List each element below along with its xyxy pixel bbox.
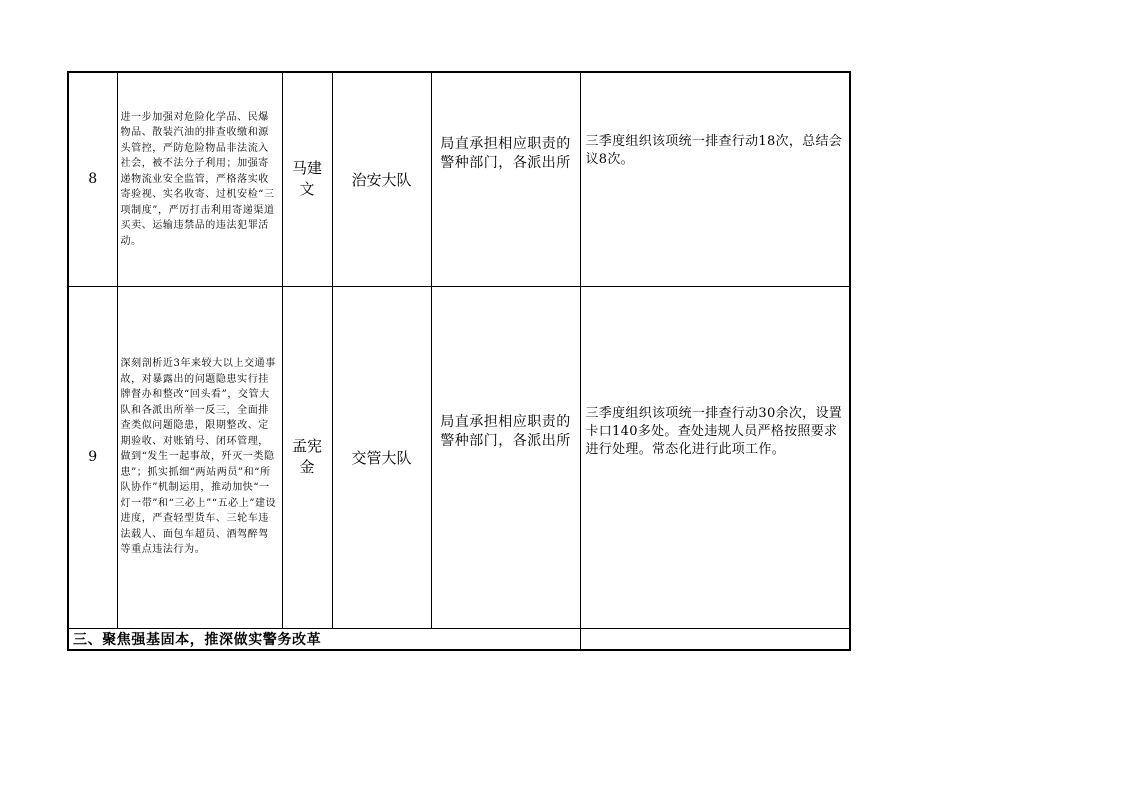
lead-unit: 治安大队 [332, 72, 431, 286]
responsible-leader: 孟宪金 [282, 286, 332, 628]
section-blank-cell [580, 628, 850, 650]
section-row [68, 628, 850, 650]
task-description: 深刻剖析近3年来较大以上交通事故，对暴露出的问题隐患实行挂牌督办和整改“回头看”，交管大队和各派出所举一反三，全面排查类似问题隐患，限期整改、定期验收、对账销号、闭环管理，做到“发生一起事故，歼灭一类隐患”；抓实抓细“两站两员”和“所队协作”机制运用，推动加快“一灯一带”和“三必上”“五必上”建设进度，严查轻型货车、三轮车违法载人、面包车超员、酒驾醉驾等重点违法行为。 [117, 286, 282, 628]
row-number: 8 [68, 72, 117, 286]
cooperating-units [431, 286, 580, 628]
progress-status-text: 三季度组织该项统一排查行动18次，总结会议8次。 [585, 134, 843, 168]
responsible-leader: 马建文 [282, 72, 332, 286]
row-number: 9 [68, 286, 117, 628]
progress-status [580, 286, 850, 628]
table-row [68, 286, 850, 628]
section-heading: 三、聚焦强基固本，推深做实警务改革 [68, 628, 580, 650]
progress-status-text: 三季度组织该项统一排查行动30余次，设置卡口140多处。查处违规人员严格按照要求进行处理。常态化进行此项工作。 [585, 406, 843, 457]
cooperating-units [431, 72, 580, 286]
lead-unit: 交管大队 [332, 286, 431, 628]
work-progress-table [67, 71, 851, 651]
task-description: 进一步加强对危险化学品、民爆物品、散装汽油的排查收缴和源头管控，严防危险物品非法流入社会，被不法分子利用；加强寄递物流业安全监管，严格落实收寄验视、实名收寄、过机安检“三项制度”，严厉打击利用寄递渠道买卖、运输违禁品的违法犯罪活动。 [117, 72, 282, 286]
table-row [68, 72, 850, 286]
progress-status [580, 72, 850, 286]
cooperating-units-text: 局直承担相应职责的警种部门，各派出所 [440, 414, 571, 449]
cooperating-units-text: 局直承担相应职责的警种部门，各派出所 [440, 136, 571, 172]
